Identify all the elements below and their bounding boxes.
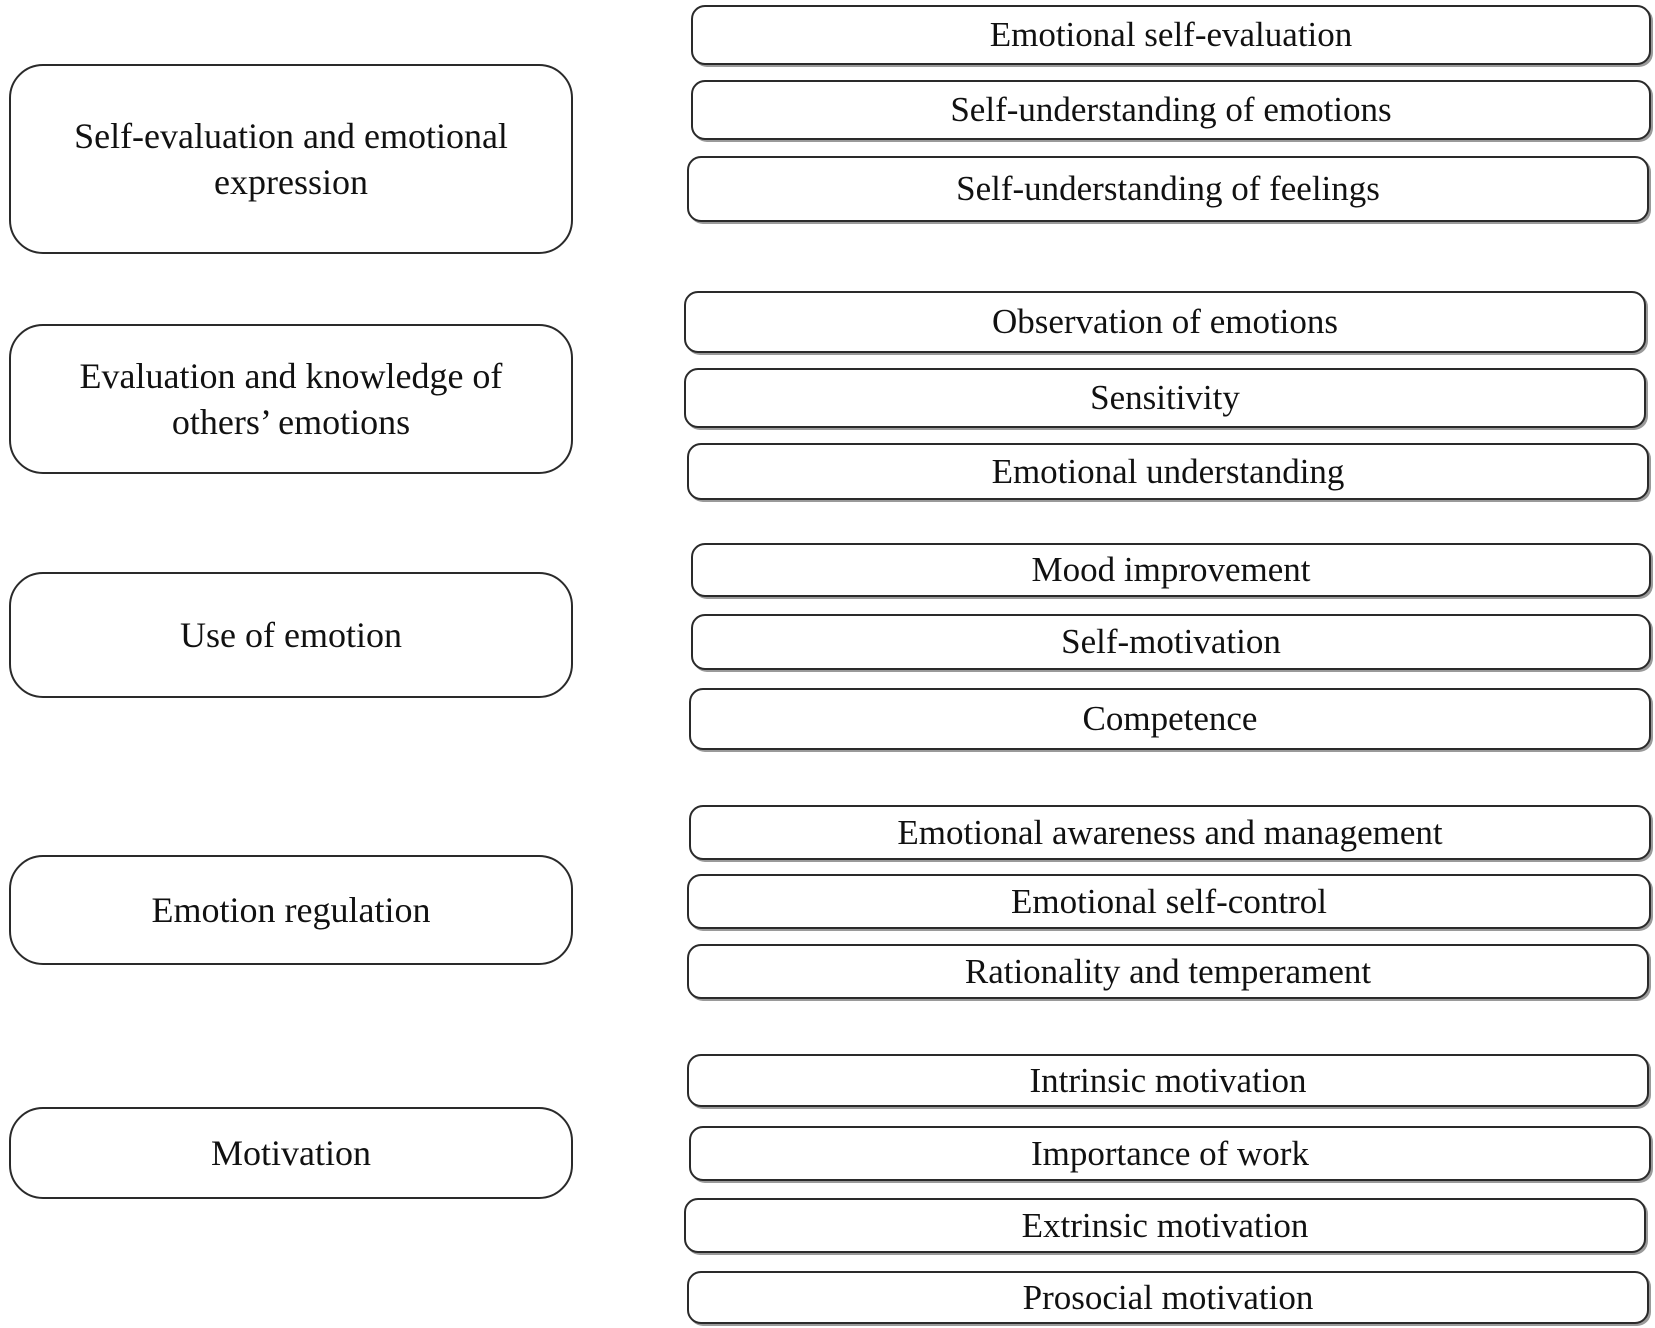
subdimension-label: Competence: [1082, 699, 1258, 738]
subdimension-box: [689, 1126, 1651, 1181]
subdimension-label: Importance of work: [1031, 1133, 1309, 1173]
subdimension-box: [687, 874, 1651, 929]
subdimension-label: Self-understanding of feelings: [956, 169, 1380, 208]
subdimension-label: Prosocial motivation: [1022, 1277, 1314, 1317]
dimension-label: Use of emotion: [180, 615, 402, 655]
subdimension-box: [691, 5, 1651, 65]
subdimension-label: Self-motivation: [1061, 622, 1281, 661]
subdimension-label: Self-understanding of emotions: [950, 90, 1392, 129]
subdimension-box: [684, 1198, 1646, 1253]
dimension-box-self-evaluation: [9, 64, 573, 254]
subdimension-label: Mood improvement: [1031, 550, 1311, 589]
dimension-box-emotion-regulation: [9, 855, 573, 965]
subdimension-box: [691, 80, 1651, 140]
subdimension-box: [687, 156, 1649, 222]
subdimension-label: Observation of emotions: [991, 302, 1339, 341]
dimension-label: Emotion regulation: [151, 890, 431, 930]
dimension-label: Evaluation and knowledge of others’ emotions: [79, 356, 503, 442]
dimension-box-use-of-emotion: [9, 572, 573, 698]
subdimension-box: [687, 1271, 1649, 1324]
subdimension-box: [691, 543, 1651, 597]
subdimension-label: Emotional understanding: [991, 451, 1345, 491]
subdimension-label: Intrinsic motivation: [1029, 1060, 1307, 1100]
subdimension-label: Sensitivity: [1090, 378, 1240, 417]
subdimension-box: [684, 368, 1646, 428]
subdimension-box: [687, 1054, 1649, 1107]
subdimension-box: [687, 443, 1649, 500]
dimension-label: Motivation: [211, 1133, 371, 1173]
dimension-label: Self-evaluation and emotional expression: [74, 116, 508, 202]
dimension-box-evaluation-others: [9, 324, 573, 474]
subdimension-box: [691, 614, 1651, 670]
subdimension-label: Extrinsic motivation: [1021, 1205, 1309, 1245]
subdimension-box: [689, 688, 1651, 750]
subdimension-box: [687, 944, 1649, 999]
subdimension-box: [689, 805, 1651, 860]
subdimension-label: Rationality and temperament: [964, 951, 1372, 991]
subdimension-box: [684, 291, 1646, 353]
subdimension-label: Emotional awareness and management: [897, 812, 1443, 852]
dimension-box-motivation: [9, 1107, 573, 1199]
subdimension-label: Emotional self-evaluation: [989, 15, 1353, 54]
subdimension-label: Emotional self-control: [1011, 881, 1327, 921]
